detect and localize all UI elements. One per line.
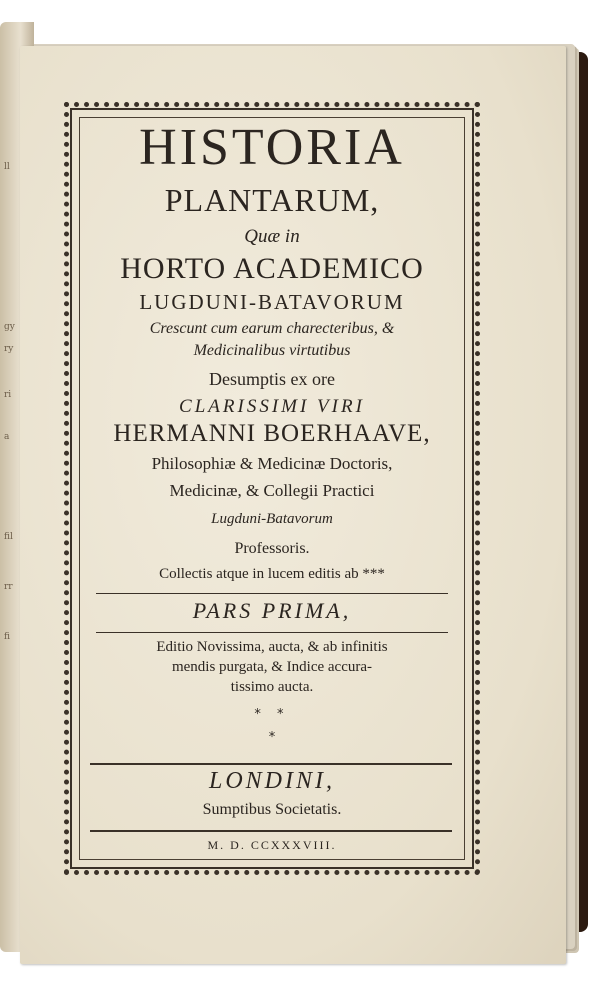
author-title-line2: Medicinæ, & Collegii Practici (169, 481, 375, 500)
author-title-line3: Lugduni-Batavorum (211, 511, 333, 527)
desumptis-line: Desumptis ex ore (209, 369, 335, 389)
facing-page-scrap: fi (4, 632, 11, 642)
edition-line3: tissimo aucta. (230, 679, 314, 695)
ornament-star-bottom: * (268, 730, 276, 745)
author-title-line4: Professoris. (234, 540, 310, 557)
facing-page-scrap: gy (4, 322, 15, 332)
edition-line1: Editio Novissima, aucta, & ab infinitis (156, 639, 388, 655)
facing-page-scrap: fil (4, 532, 13, 542)
imprint-place: LONDINI, (208, 768, 335, 794)
collectis-line: Collectis atque in lucem editis ab *** (159, 566, 385, 582)
quae-in: Quæ in (244, 226, 300, 247)
title-historia: HISTORIA (139, 119, 405, 176)
rule-below-pars (96, 632, 448, 633)
crescunt-line: Crescunt cum earum charecteribus, & (149, 320, 395, 337)
clarissimi-viri: CLARISSIMI VIRI (179, 396, 365, 417)
facing-page-scrap: rr (4, 582, 13, 592)
ornament-stars-top: * * (254, 707, 290, 722)
horto-academico: HORTO ACADEMICO (120, 252, 424, 285)
rule-above-imprint (90, 763, 452, 765)
author-name: HERMANNI BOERHAAVE, (113, 420, 431, 447)
rule-above-date (90, 830, 452, 832)
facing-page-scrap: ri (4, 390, 12, 400)
imprint-publisher: Sumptibus Societatis. (202, 801, 342, 818)
facing-page-scrap: a (4, 432, 10, 442)
medicinalibus-line: Medicinalibus virtutibus (193, 342, 351, 359)
rule-above-pars (96, 593, 448, 594)
lugduni-batavorum-caps: LUGDUNI-BATAVORUM (139, 290, 405, 314)
pars-prima: PARS PRIMA, (192, 598, 352, 623)
facing-page-scrap: ry (4, 344, 14, 354)
facing-page-scrap: ll (4, 162, 10, 172)
edition-line2: mendis purgata, & Indice accura- (171, 659, 373, 675)
imprint-date: M. D. CCXXXVIII. (207, 838, 337, 852)
author-title-line1: Philosophiæ & Medicinæ Doctoris, (151, 454, 393, 473)
title-plantarum: PLANTARUM, (164, 182, 380, 218)
